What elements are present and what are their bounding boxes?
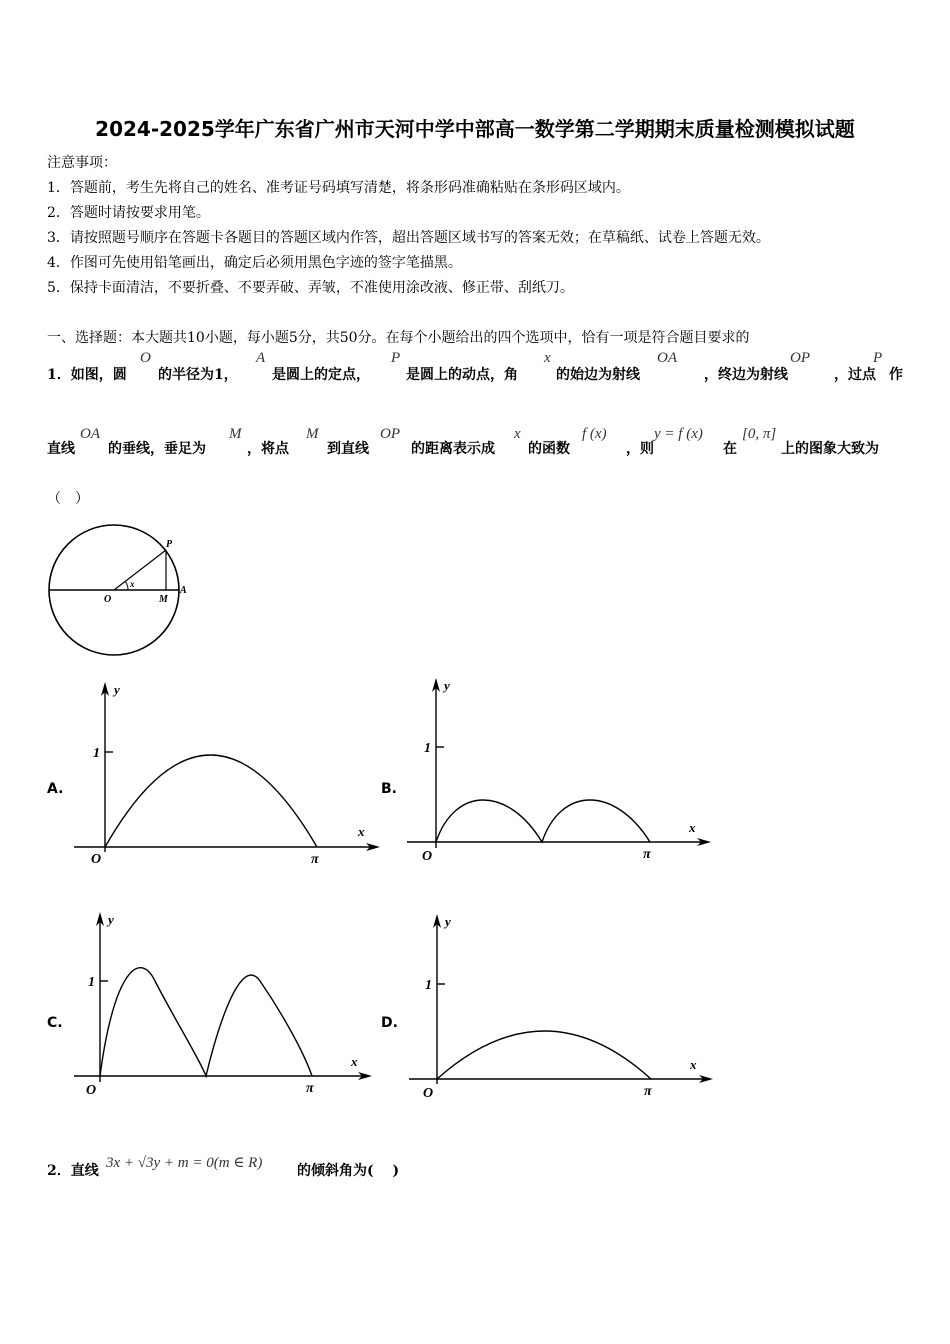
- tick-1-label: 1: [425, 978, 432, 993]
- question-text: 的垂线，垂足为: [108, 441, 206, 457]
- note-item: 3．请按照题号顺序在答题卡各题目的答题区域内作答，超出答题区域书写的答案无效；在草稿纸、试卷上答题无效。: [47, 230, 770, 246]
- tick-1-label: 1: [88, 975, 95, 990]
- question-text: 作: [889, 367, 903, 383]
- y-axis-label: y: [445, 914, 451, 929]
- pi-label: π: [643, 847, 651, 862]
- math-expression: O: [140, 350, 151, 366]
- x-axis-label: x: [689, 820, 696, 835]
- origin-label: O: [423, 1086, 434, 1101]
- section-heading: 一、选择题：本大题共10小题，每小题5分，共50分。在每个小题给出的四个选项中，恰有一项是符合题目要求的: [47, 330, 750, 346]
- x-axis-label: x: [358, 824, 365, 839]
- math-expression: x: [514, 426, 521, 442]
- option-a-graph: [70, 680, 390, 880]
- point-o-label: O: [104, 594, 112, 605]
- question-text: ，将点: [247, 441, 289, 457]
- question-1-answer-paren: （ ）: [47, 491, 89, 507]
- notes-heading: 注意事项：: [47, 155, 117, 171]
- x-axis-label: x: [690, 1057, 697, 1072]
- question-text: 的倾斜角为( ): [297, 1163, 400, 1179]
- math-expression: y = f (x): [654, 426, 703, 442]
- tick-1-label: 1: [424, 741, 431, 756]
- question-text: 上的图象大致为: [781, 441, 879, 457]
- unit-circle-figure: [44, 523, 194, 658]
- option-d-graph: [405, 912, 725, 1112]
- question-text: 2．直线: [47, 1163, 99, 1179]
- question-text: 是圆上的动点，角: [406, 367, 518, 383]
- note-item: 2．答题时请按要求用笔。: [47, 205, 210, 221]
- question-text: 在: [723, 441, 737, 457]
- option-c-graph: [70, 910, 390, 1110]
- question-text: 的函数: [528, 441, 570, 457]
- option-c-label: C.: [47, 1015, 63, 1031]
- question-text: 的距离表示成: [411, 441, 495, 457]
- question-text: 直线: [47, 441, 75, 457]
- math-expression: [0, π]: [742, 426, 777, 442]
- y-axis-label: y: [114, 682, 120, 697]
- note-item: 4．作图可先使用铅笔画出，确定后必须用黑色字迹的签字笔描黑。: [47, 255, 462, 271]
- option-d-label: D.: [381, 1015, 398, 1031]
- math-expression: 3x + √3y + m = 0(m ∈ R): [106, 1155, 263, 1171]
- math-expression: OA: [80, 426, 100, 442]
- option-b-label: B.: [381, 781, 397, 797]
- math-expression: P: [391, 350, 401, 366]
- y-axis-label: y: [108, 912, 114, 927]
- pi-label: π: [306, 1081, 314, 1096]
- option-b-graph: [403, 676, 723, 876]
- origin-label: O: [91, 852, 102, 867]
- math-expression: M: [306, 426, 319, 442]
- point-m-label: M: [159, 594, 168, 605]
- pi-label: π: [311, 852, 319, 867]
- pi-label: π: [644, 1084, 652, 1099]
- page-title: 2024-2025学年广东省广州市天河中学中部高一数学第二学期期末质量检测模拟试题: [95, 117, 855, 141]
- math-expression: P: [873, 350, 883, 366]
- question-text: 到直线: [327, 441, 369, 457]
- x-axis-label: x: [351, 1054, 358, 1069]
- math-expression: OP: [790, 350, 810, 366]
- option-a-label: A.: [47, 781, 64, 797]
- origin-label: O: [86, 1083, 97, 1098]
- question-text: 的半径为1，: [158, 367, 238, 383]
- question-text: ，过点: [834, 367, 876, 383]
- note-item: 5．保持卡面清洁，不要折叠、不要弄破、弄皱，不准使用涂改液、修正带、刮纸刀。: [47, 280, 574, 296]
- question-text: ，则: [626, 441, 654, 457]
- question-text: 的始边为射线: [556, 367, 640, 383]
- angle-x-label: x: [130, 579, 135, 589]
- math-expression: f (x): [582, 426, 607, 442]
- math-expression: M: [229, 426, 242, 442]
- question-text: ，终边为射线: [704, 367, 788, 383]
- math-expression: OP: [380, 426, 400, 442]
- math-expression: OA: [657, 350, 677, 366]
- question-text: 是圆上的定点，: [272, 367, 370, 383]
- math-expression: x: [544, 350, 551, 366]
- question-text: 1．如图，圆: [47, 367, 127, 383]
- tick-1-label: 1: [93, 746, 100, 761]
- note-item: 1．答题前，考生先将自己的姓名、准考证号码填写清楚，将条形码准确粘贴在条形码区域内。: [47, 180, 630, 196]
- point-a-label: A: [180, 585, 187, 596]
- origin-label: O: [422, 849, 433, 864]
- y-axis-label: y: [444, 678, 450, 693]
- point-p-label: P: [166, 539, 173, 550]
- math-expression: A: [256, 350, 266, 366]
